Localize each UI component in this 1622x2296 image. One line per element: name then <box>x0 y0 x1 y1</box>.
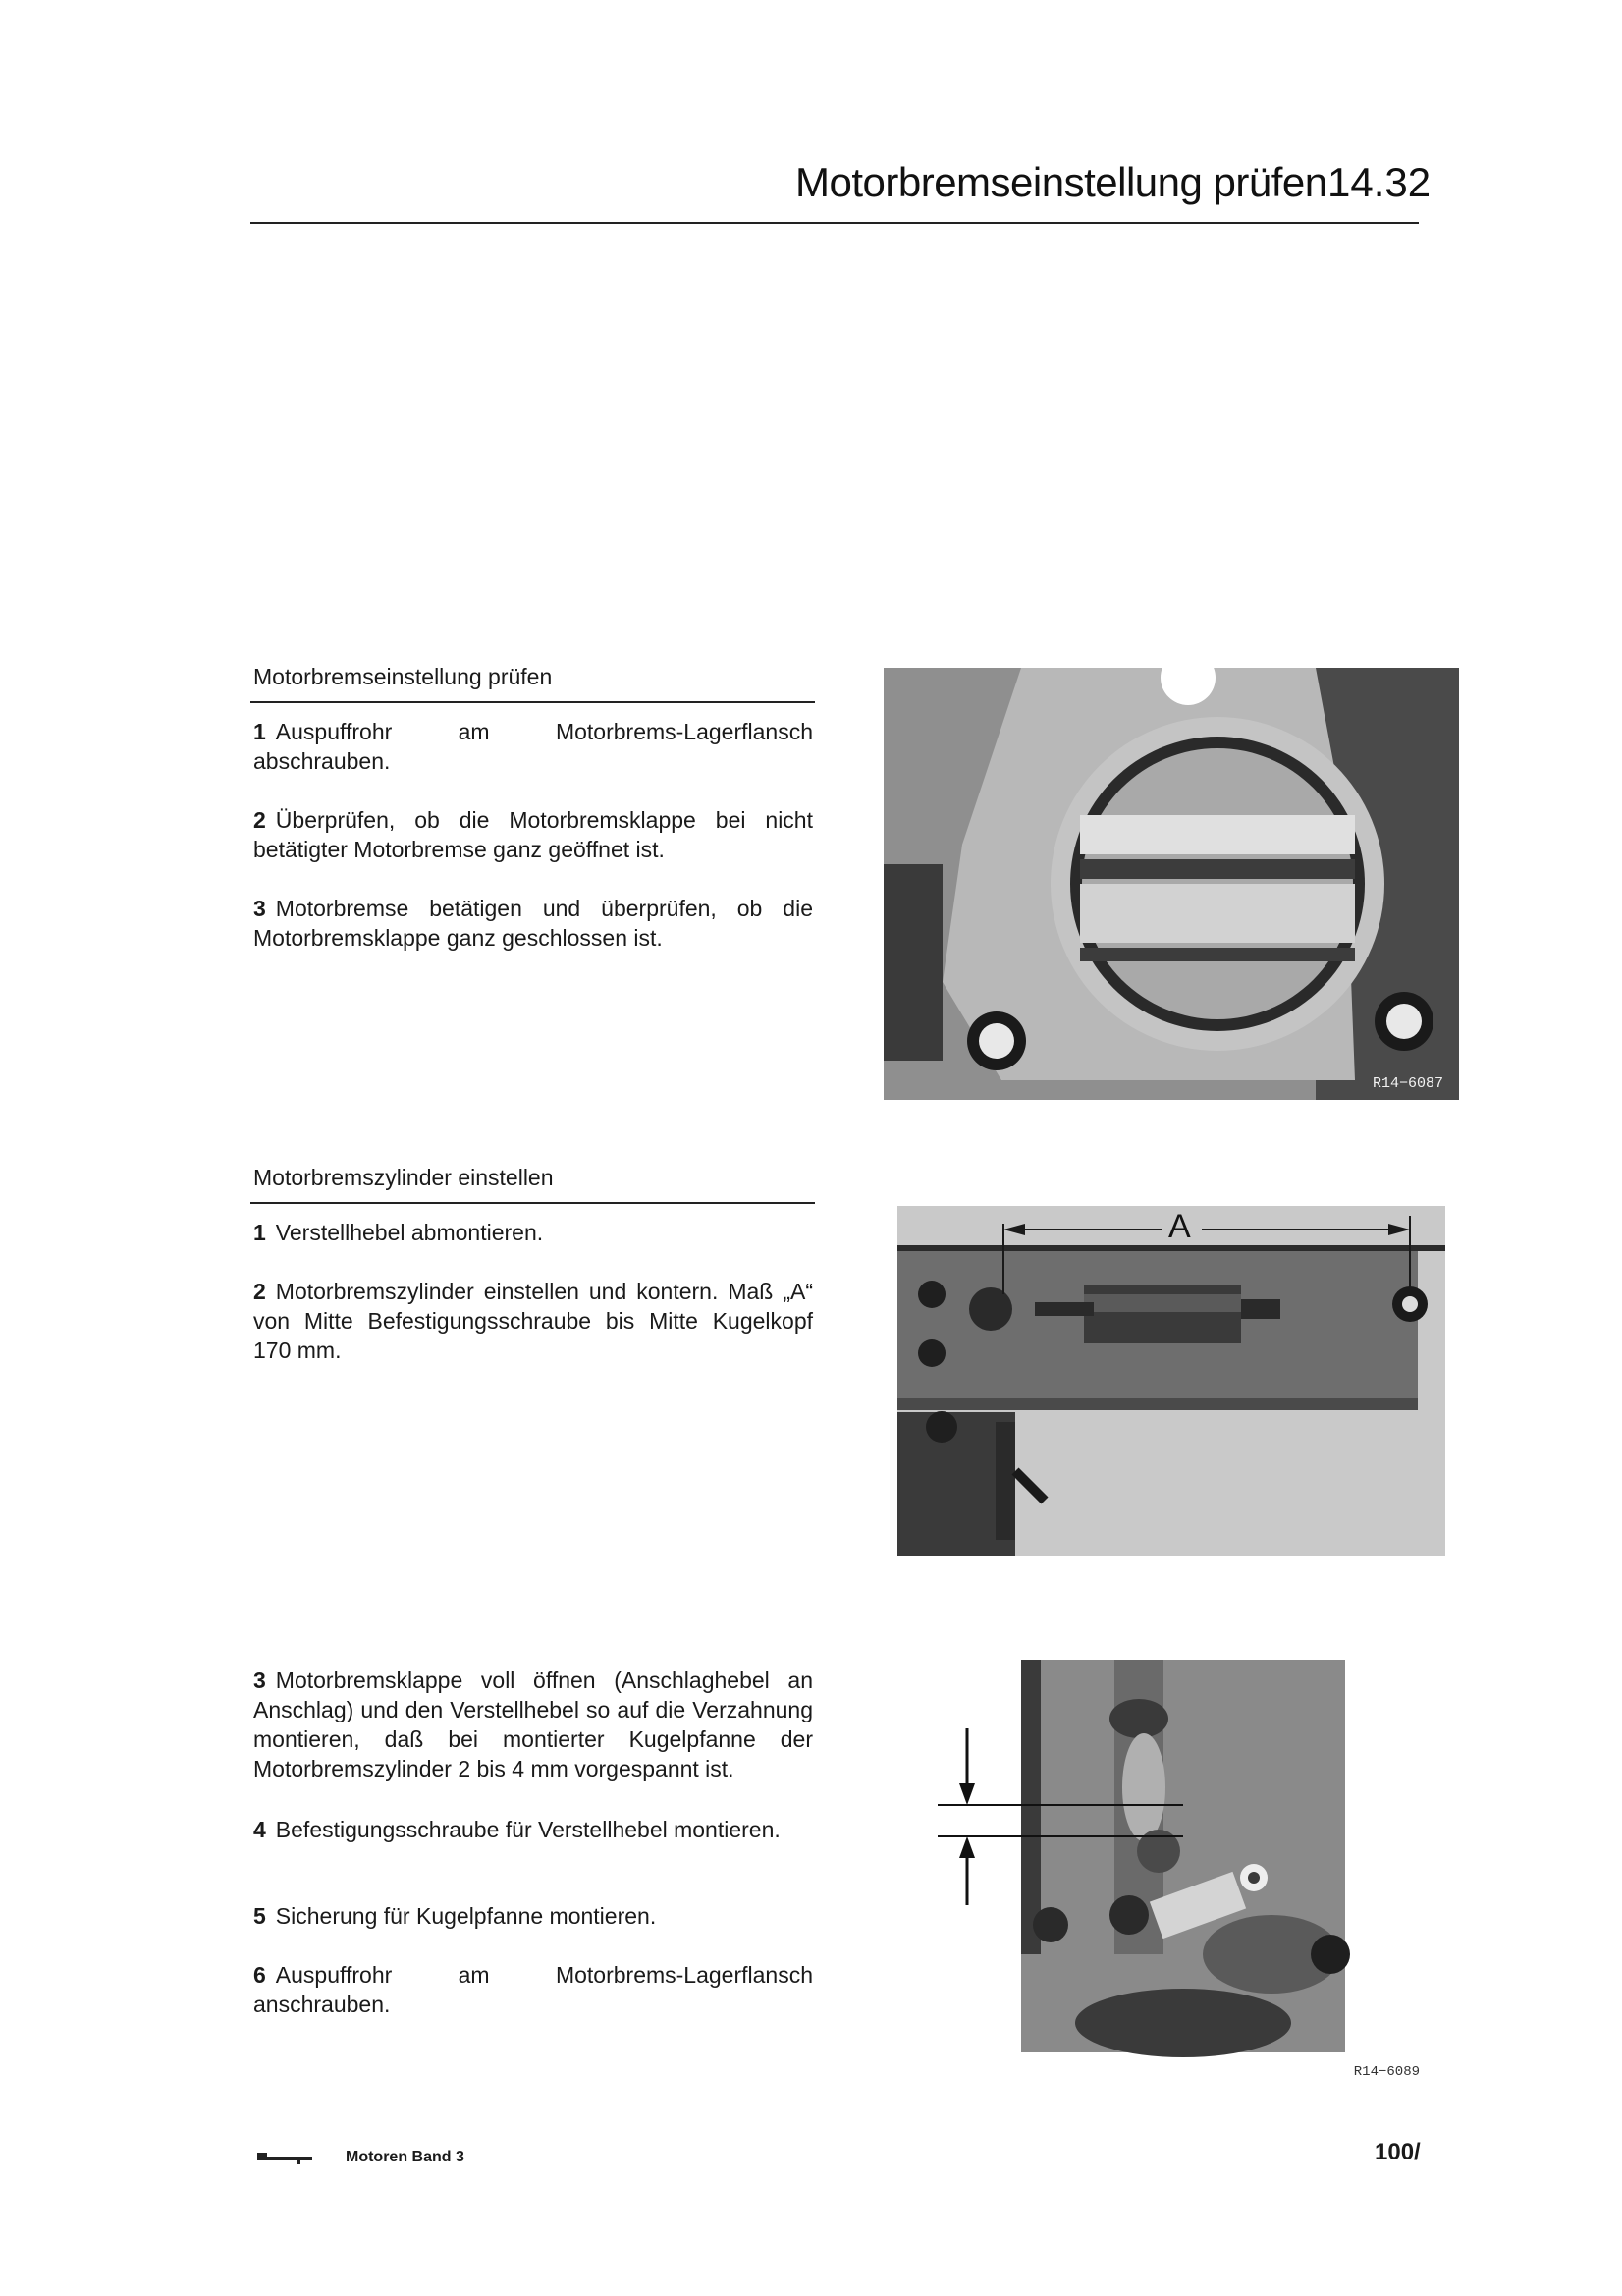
section2-step-2 <box>253 1277 813 1365</box>
step-number: 1 <box>253 1220 266 1245</box>
step-text: Auspuffrohr am Motorbrems-Lagerflansch abschrauben. <box>253 719 813 774</box>
step-text: Motorbremsklappe voll öffnen (Anschlaghebel an Anschlag) und den Verstellhebel so auf die Verzahnung montieren, daß bei montierter Kugelpfanne der Motorbremszylinder 2 bis 4 mm vorgespannt ist. <box>253 1667 813 1781</box>
figure-code: R14−6089 <box>1353 2064 1420 2080</box>
page-title: Motorbremseinstellung prüfen <box>795 159 1327 205</box>
step-number: 2 <box>253 807 266 833</box>
section3-step-4 <box>253 1815 813 1844</box>
step-number: 5 <box>253 1903 266 1929</box>
header-rule <box>250 222 1419 224</box>
photo-lever-mounting <box>938 1660 1443 2084</box>
brake-flap-illustration <box>884 668 1459 1100</box>
section1-step-3 <box>253 894 813 953</box>
step-text: Befestigungsschraube für Verstellhebel montieren. <box>275 1817 781 1842</box>
section3-step-3 <box>253 1666 813 1783</box>
step-text: Verstellhebel abmontieren. <box>275 1220 544 1245</box>
page-number: 100/ <box>1375 2139 1421 2165</box>
dimension-label-a: A <box>1168 1208 1191 1245</box>
section3-step-5 <box>253 1901 813 1931</box>
section3-step-6 <box>253 1960 813 2019</box>
section1-rule <box>250 701 815 703</box>
step-text: Auspuffrohr am Motorbrems-Lagerflansch anschrauben. <box>253 1962 813 2017</box>
step-text: Motorbremszylinder einstellen und kontern. Maß „A“ von Mitte Befestigungsschraube bis Mitte Kugelkopf 170 mm. <box>253 1279 813 1363</box>
section1-step-1 <box>253 717 813 776</box>
brake-cylinder-illustration <box>897 1206 1445 1556</box>
step-text: Sicherung für Kugelpfanne montieren. <box>275 1903 657 1929</box>
step-number: 3 <box>253 1667 266 1693</box>
step-number: 1 <box>253 719 266 744</box>
section2-step-1 <box>253 1218 813 1247</box>
photo-brake-cylinder <box>897 1206 1445 1556</box>
section2-title: Motorbremszylinder einstellen <box>253 1165 554 1190</box>
footer-book-title: Motoren Band 3 <box>346 2149 464 2165</box>
section1-step-2 <box>253 805 813 864</box>
step-number: 2 <box>253 1279 266 1304</box>
lever-mounting-illustration <box>938 1660 1443 2084</box>
step-text: Motorbremse betätigen und überprüfen, ob die Motorbremsklappe ganz geschlossen ist. <box>253 896 813 951</box>
step-number: 6 <box>253 1962 266 1988</box>
photo-brake-flap <box>884 668 1459 1100</box>
section2-rule <box>250 1202 815 1204</box>
figure-code: R14−6087 <box>1372 1075 1443 1092</box>
truck-logo-icon <box>257 2149 312 2166</box>
section-number: 14.32 <box>1327 159 1432 205</box>
step-number: 3 <box>253 896 266 921</box>
step-text: Überprüfen, ob die Motorbremsklappe bei nicht betätigter Motorbremse ganz geöffnet ist. <box>253 807 813 862</box>
publisher-logo <box>257 2149 312 2166</box>
step-number: 4 <box>253 1817 266 1842</box>
section1-title: Motorbremseinstellung prüfen <box>253 664 553 689</box>
